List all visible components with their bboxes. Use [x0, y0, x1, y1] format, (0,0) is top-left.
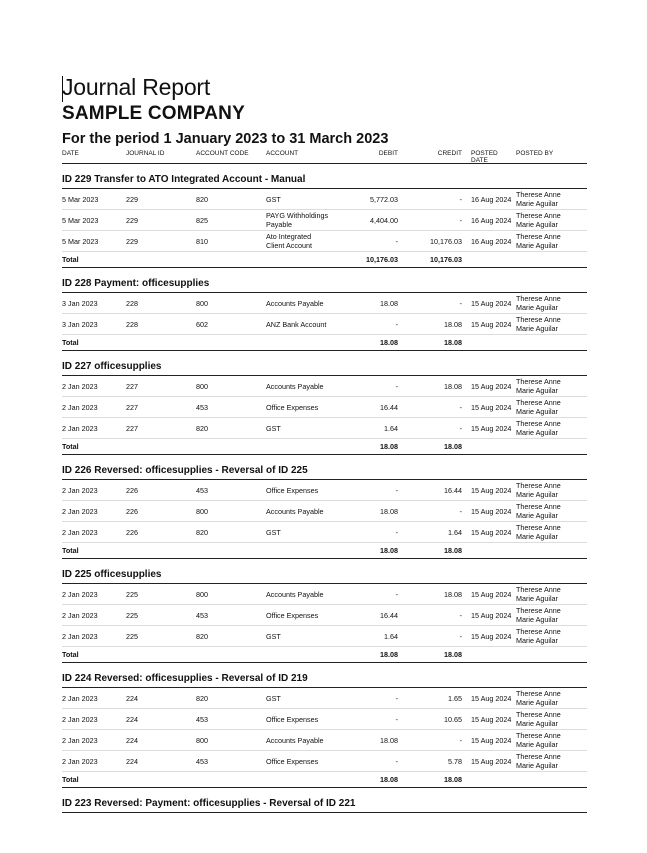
total-row: [62, 439, 587, 455]
cell-date: 2 Jan 2023: [62, 589, 98, 599]
journal-group-title: ID 224 Reversed: officesupplies - Reversal of ID 219: [62, 663, 587, 688]
cell-posted-by: Therese Anne Marie Aguilar: [516, 397, 561, 416]
cell-posted-date: 15 Aug 2024: [471, 402, 512, 412]
cell-account-code: 453: [196, 610, 208, 620]
total-row: [62, 335, 587, 351]
cell-credit: 1.64: [448, 527, 462, 537]
cell-date: 2 Jan 2023: [62, 506, 98, 516]
cell-posted-date: 15 Aug 2024: [471, 319, 512, 329]
cell-credit: -: [459, 735, 462, 745]
cell-account: GST: [266, 631, 281, 641]
cell-debit: -: [395, 485, 398, 495]
table-row: [62, 397, 587, 418]
journal-group: [62, 164, 587, 268]
cell-posted-date: 15 Aug 2024: [471, 756, 512, 766]
total-row: [62, 543, 587, 559]
cell-debit: 16.44: [380, 610, 398, 620]
cell-debit: -: [395, 693, 398, 703]
cell-journal-id: 227: [126, 423, 138, 433]
cell-posted-by: Therese Anne Marie Aguilar: [516, 709, 561, 728]
col-debit: DEBIT: [378, 150, 398, 157]
cell-credit: 1.65: [448, 693, 462, 703]
table-row: [62, 480, 587, 501]
cell-date: 2 Jan 2023: [62, 423, 98, 433]
cell-credit: -: [459, 610, 462, 620]
total-label: Total: [62, 442, 79, 451]
cell-debit: 1.64: [384, 423, 398, 433]
journal-group: [62, 268, 587, 351]
cell-debit: -: [395, 714, 398, 724]
report-title: Journal Report: [62, 74, 211, 100]
cell-date: 3 Jan 2023: [62, 298, 98, 308]
table-row: [62, 730, 587, 751]
cell-posted-date: 16 Aug 2024: [471, 194, 512, 204]
total-label: Total: [62, 650, 79, 659]
cell-journal-id: 224: [126, 714, 138, 724]
col-account: ACCOUNT: [266, 150, 299, 157]
cell-debit: -: [395, 527, 398, 537]
cell-posted-date: 16 Aug 2024: [471, 215, 512, 225]
cell-posted-date: 15 Aug 2024: [471, 589, 512, 599]
journal-group: [62, 559, 587, 663]
cell-journal-id: 226: [126, 506, 138, 516]
cell-credit: -: [459, 631, 462, 641]
col-journal-id: JOURNAL ID: [126, 150, 165, 157]
cell-account: Accounts Payable: [266, 589, 324, 599]
cell-date: 2 Jan 2023: [62, 381, 98, 391]
cell-debit: 18.08: [380, 735, 398, 745]
total-credit: 18.08: [444, 442, 462, 451]
total-credit: 18.08: [444, 338, 462, 347]
cell-account-code: 825: [196, 215, 208, 225]
cell-credit: -: [459, 423, 462, 433]
cell-debit: 5,772.03: [370, 194, 398, 204]
total-row: [62, 647, 587, 663]
cell-account-code: 820: [196, 693, 208, 703]
total-row: [62, 252, 587, 268]
cell-account-code: 820: [196, 527, 208, 537]
total-label: Total: [62, 338, 79, 347]
cell-posted-by: Therese Anne Marie Aguilar: [516, 751, 561, 770]
cell-date: 2 Jan 2023: [62, 485, 98, 495]
cell-posted-date: 15 Aug 2024: [471, 735, 512, 745]
cell-posted-by: Therese Anne Marie Aguilar: [516, 688, 561, 707]
cell-account: Ato Integrated Client Account: [266, 232, 312, 250]
total-credit: 18.08: [444, 546, 462, 555]
cell-journal-id: 227: [126, 402, 138, 412]
cell-debit: 18.08: [380, 506, 398, 516]
col-credit: CREDIT: [437, 150, 462, 157]
cell-posted-by: Therese Anne Marie Aguilar: [516, 501, 561, 520]
cell-debit: 1.64: [384, 631, 398, 641]
cell-account: Office Expenses: [266, 402, 319, 412]
cell-account: Accounts Payable: [266, 735, 324, 745]
journal-group-title: ID 223 Reversed: Payment: officesupplies - Reversal of ID 221: [62, 788, 587, 813]
cell-journal-id: 225: [126, 610, 138, 620]
cell-account-code: 453: [196, 756, 208, 766]
cell-date: 2 Jan 2023: [62, 631, 98, 641]
journal-group: [62, 351, 587, 455]
cell-journal-id: 225: [126, 589, 138, 599]
cell-debit: -: [395, 756, 398, 766]
cell-posted-by: Therese Anne Marie Aguilar: [516, 626, 561, 645]
cell-debit: 4,404.00: [370, 215, 398, 225]
report-period: For the period 1 January 2023 to 31 March 2023: [62, 131, 389, 147]
cell-debit: -: [395, 589, 398, 599]
cell-credit: 5.78: [448, 756, 462, 766]
cell-date: 3 Jan 2023: [62, 319, 98, 329]
cell-date: 2 Jan 2023: [62, 756, 98, 766]
table-row: [62, 688, 587, 709]
cell-credit: -: [459, 506, 462, 516]
cell-credit: -: [459, 402, 462, 412]
cell-account: Office Expenses: [266, 610, 319, 620]
cell-journal-id: 224: [126, 693, 138, 703]
cell-posted-by: Therese Anne Marie Aguilar: [516, 418, 561, 437]
total-debit: 18.08: [380, 546, 398, 555]
cell-account: Accounts Payable: [266, 298, 324, 308]
total-credit: 18.08: [444, 650, 462, 659]
table-row: [62, 293, 587, 314]
journal-group-title: ID 226 Reversed: officesupplies - Reversal of ID 225: [62, 455, 587, 480]
cell-credit: 18.08: [444, 589, 462, 599]
cell-credit: -: [459, 194, 462, 204]
cell-account-code: 602: [196, 319, 208, 329]
cell-account: Accounts Payable: [266, 381, 324, 391]
cell-posted-by: Therese Anne Marie Aguilar: [516, 376, 561, 395]
cell-account: GST: [266, 194, 281, 204]
cell-posted-date: 15 Aug 2024: [471, 527, 512, 537]
cell-account: Office Expenses: [266, 714, 319, 724]
table-row: [62, 210, 587, 231]
total-row: [62, 772, 587, 788]
col-posted-by: POSTED BY: [516, 150, 554, 157]
cell-journal-id: 226: [126, 527, 138, 537]
cell-journal-id: 229: [126, 215, 138, 225]
total-credit: 10,176.03: [430, 255, 462, 264]
cell-account: Office Expenses: [266, 756, 319, 766]
cell-account: PAYG Withholdings Payable: [266, 211, 329, 229]
table-row: [62, 751, 587, 772]
cell-journal-id: 226: [126, 485, 138, 495]
cell-posted-by: Therese Anne Marie Aguilar: [516, 605, 561, 624]
table-row: [62, 584, 587, 605]
table-row: [62, 231, 587, 252]
cell-date: 2 Jan 2023: [62, 693, 98, 703]
table-row: [62, 501, 587, 522]
cell-account-code: 820: [196, 423, 208, 433]
cell-date: 2 Jan 2023: [62, 735, 98, 745]
cell-account-code: 453: [196, 485, 208, 495]
cell-account: GST: [266, 423, 281, 433]
cell-posted-by: Therese Anne Marie Aguilar: [516, 480, 561, 499]
cell-date: 2 Jan 2023: [62, 610, 98, 620]
cell-debit: 18.08: [380, 298, 398, 308]
table-row: [62, 418, 587, 439]
cell-account-code: 453: [196, 714, 208, 724]
cell-account-code: 820: [196, 631, 208, 641]
cell-credit: 16.44: [444, 485, 462, 495]
cell-credit: 18.08: [444, 381, 462, 391]
table-row: [62, 189, 587, 210]
cell-journal-id: 225: [126, 631, 138, 641]
total-debit: 18.08: [380, 338, 398, 347]
total-debit: 10,176.03: [366, 255, 398, 264]
cell-credit: 18.08: [444, 319, 462, 329]
total-debit: 18.08: [380, 442, 398, 451]
cell-journal-id: 224: [126, 756, 138, 766]
cell-debit: -: [395, 319, 398, 329]
cell-account-code: 810: [196, 236, 208, 246]
cell-date: 2 Jan 2023: [62, 402, 98, 412]
total-credit: 18.08: [444, 775, 462, 784]
journal-group-title: ID 227 officesupplies: [62, 351, 587, 376]
cell-account-code: 800: [196, 506, 208, 516]
cell-posted-date: 15 Aug 2024: [471, 506, 512, 516]
cell-posted-by: Therese Anne Marie Aguilar: [516, 189, 561, 208]
table-row: [62, 522, 587, 543]
cell-journal-id: 229: [126, 236, 138, 246]
cell-posted-by: Therese Anne Marie Aguilar: [516, 730, 561, 749]
cell-journal-id: 229: [126, 194, 138, 204]
col-date: DATE: [62, 150, 79, 157]
cell-journal-id: 224: [126, 735, 138, 745]
journal-group: [62, 455, 587, 559]
table-row: [62, 709, 587, 730]
total-label: Total: [62, 546, 79, 555]
cell-posted-by: Therese Anne Marie Aguilar: [516, 293, 561, 312]
cell-journal-id: 228: [126, 319, 138, 329]
column-header-row: [62, 149, 587, 164]
table-row: [62, 314, 587, 335]
total-debit: 18.08: [380, 775, 398, 784]
cell-account: Office Expenses: [266, 485, 319, 495]
cell-date: 2 Jan 2023: [62, 527, 98, 537]
cell-debit: -: [395, 381, 398, 391]
journal-group: [62, 663, 587, 788]
cell-posted-date: 15 Aug 2024: [471, 693, 512, 703]
cell-journal-id: 227: [126, 381, 138, 391]
table-row: [62, 626, 587, 647]
cell-account: ANZ Bank Account: [266, 319, 327, 329]
journal-group-title: ID 229 Transfer to ATO Integrated Account - Manual: [62, 164, 587, 189]
cell-posted-by: Therese Anne Marie Aguilar: [516, 584, 561, 603]
journal-group-title: ID 228 Payment: officesupplies: [62, 268, 587, 293]
cell-posted-date: 16 Aug 2024: [471, 236, 512, 246]
cell-posted-by: Therese Anne Marie Aguilar: [516, 314, 561, 333]
cell-credit: -: [459, 298, 462, 308]
cell-credit: 10,176.03: [430, 236, 462, 246]
cell-account-code: 800: [196, 381, 208, 391]
cell-posted-date: 15 Aug 2024: [471, 381, 512, 391]
col-posted-date: POSTED DATE: [471, 150, 498, 164]
table-row: [62, 605, 587, 626]
total-debit: 18.08: [380, 650, 398, 659]
cell-posted-by: Therese Anne Marie Aguilar: [516, 522, 561, 541]
cell-account-code: 800: [196, 298, 208, 308]
cell-date: 5 Mar 2023: [62, 194, 99, 204]
cell-date: 2 Jan 2023: [62, 714, 98, 724]
cell-posted-by: Therese Anne Marie Aguilar: [516, 231, 561, 250]
journal-group-title: ID 225 officesupplies: [62, 559, 587, 584]
cell-journal-id: 228: [126, 298, 138, 308]
cell-account-code: 800: [196, 589, 208, 599]
report-page: [62, 72, 587, 813]
cell-account-code: 800: [196, 735, 208, 745]
table-row: [62, 376, 587, 397]
cell-posted-by: Therese Anne Marie Aguilar: [516, 210, 561, 229]
cell-account: GST: [266, 527, 281, 537]
cell-posted-date: 15 Aug 2024: [471, 485, 512, 495]
cell-credit: 10.65: [444, 714, 462, 724]
cell-debit: 16.44: [380, 402, 398, 412]
cell-posted-date: 15 Aug 2024: [471, 423, 512, 433]
col-account-code: ACCOUNT CODE: [196, 150, 249, 157]
company-name: SAMPLE COMPANY: [62, 103, 245, 124]
cell-posted-date: 15 Aug 2024: [471, 610, 512, 620]
cell-credit: -: [459, 215, 462, 225]
cell-posted-date: 15 Aug 2024: [471, 631, 512, 641]
total-label: Total: [62, 775, 79, 784]
cell-date: 5 Mar 2023: [62, 236, 99, 246]
cell-account-code: 453: [196, 402, 208, 412]
cell-account: GST: [266, 693, 281, 703]
cell-debit: -: [395, 236, 398, 246]
cell-posted-date: 15 Aug 2024: [471, 298, 512, 308]
cell-date: 5 Mar 2023: [62, 215, 99, 225]
journal-list: [62, 164, 587, 788]
cell-account-code: 820: [196, 194, 208, 204]
cell-posted-date: 15 Aug 2024: [471, 714, 512, 724]
total-label: Total: [62, 255, 79, 264]
cell-account: Accounts Payable: [266, 506, 324, 516]
